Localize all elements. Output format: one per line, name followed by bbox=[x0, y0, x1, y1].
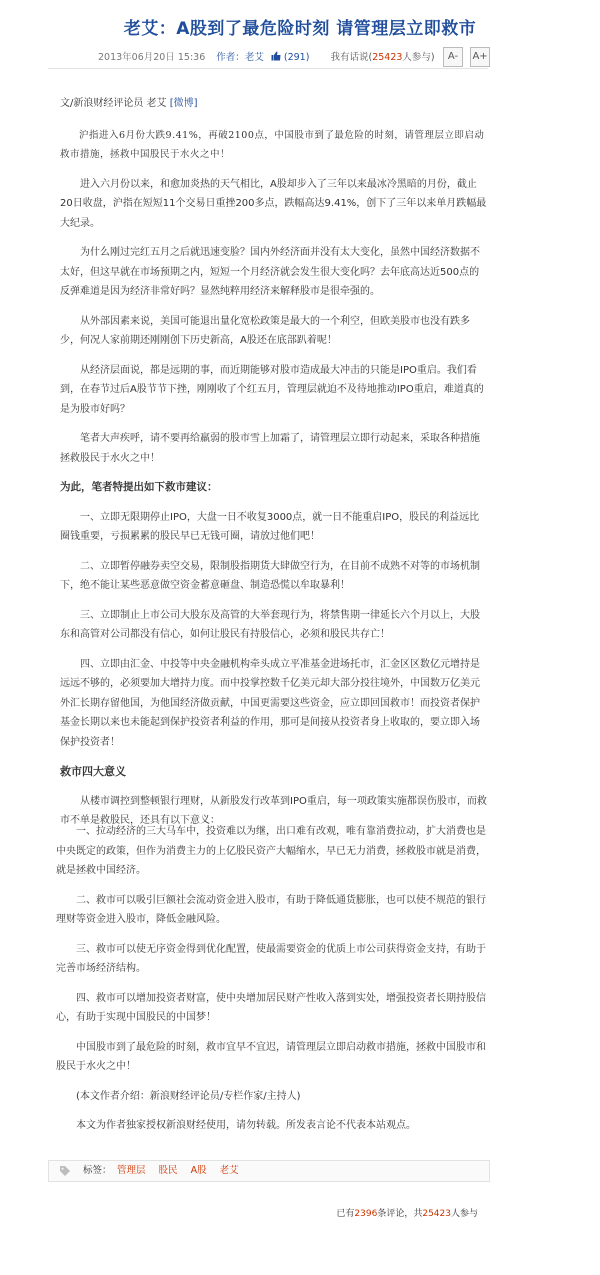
suggestions-heading: 为此，笔者特提出如下救市建议： bbox=[60, 481, 218, 493]
paragraph: 进入六月份以来，和愈加炎热的天气相比，A股却步入了三年以来最冰冷黑暗的月份，截止20日收盘，沪指在短短11个交易日重挫200多点，跌幅高达9.41%，创下了三年以来单月跌幅最大纪录。 bbox=[60, 178, 487, 229]
footer-middle: 条评论，共 bbox=[377, 1209, 423, 1219]
disclaimer: 本文为作者独家授权新浪财经使用，请勿转载。所发表言论不代表本站观点。 bbox=[76, 1120, 416, 1131]
suggestion-item: 二、立即暂停融券卖空交易，限制股指期货大肆做空行为，在目前不成熟不对等的市场机制下，绝不能让某些恶意做空资金蓄意砸盘、制造恐慌以牟取暴利！ bbox=[60, 560, 480, 591]
publish-date: 2013年06月20日 15:36 bbox=[98, 52, 206, 63]
article-meta bbox=[98, 49, 435, 63]
font-smaller-button[interactable]: A- bbox=[443, 47, 463, 67]
author-label: 作者： bbox=[216, 52, 245, 63]
font-size-controls bbox=[441, 44, 490, 67]
tag-bar bbox=[48, 1160, 490, 1182]
author-link[interactable]: 老艾 bbox=[244, 52, 264, 63]
tag-link[interactable]: 管理层 bbox=[117, 1165, 146, 1176]
tag-link[interactable]: 老艾 bbox=[219, 1165, 239, 1176]
suggestion-item: 四、立即由汇金、中投等中央金融机构牵头成立平准基金进场托市，汇金区区数亿元增持是远远不够的，必须要加大增持力度。而中投掌控数千亿美元却大部分投往境外，中国数万亿美元外汇长期存留他国，为他国经济做贡献，中国更需要这些资金，应立即回国救市！而投资者保护基金长期以来也未能起到保护投资者利益的作用，那可是间接从投资者身上收取的，要立即入场保护投资者！ bbox=[60, 658, 480, 748]
meaning-heading: 救市四大意义 bbox=[60, 765, 126, 778]
byline bbox=[60, 94, 488, 114]
paragraph: 从经济层面说，都是远期的事，而近期能够对股市造成最大冲击的只能是IPO重启。我们看到，在春节过后A股节节下挫，刚刚收了个红五月，管理层就迫不及待地推动IPO重启，难道真的是为股市好吗？ bbox=[60, 364, 484, 415]
tag-icon bbox=[59, 1165, 71, 1177]
font-larger-button[interactable]: A+ bbox=[470, 47, 490, 67]
tag-link[interactable]: A股 bbox=[190, 1165, 207, 1176]
meaning-section bbox=[56, 822, 488, 1146]
weibo-link[interactable]: [微博] bbox=[169, 98, 198, 109]
footer-prefix: 已有 bbox=[336, 1209, 355, 1219]
footer-suffix: 人参与 bbox=[450, 1209, 478, 1219]
meaning-intro: 从楼市调控到整顿银行理财，从新股发行改革到IPO重启，每一项政策实施都误伤股市，而救市不单是救股民，还具有以下意义： bbox=[60, 795, 487, 826]
paragraph: 为什么刚过完红五月之后就迅速变脸？国内外经济面并没有太大变化，虽然中国经济数据不太好，但这早就在市场预期之内，短短一个月经济就会发生很大变化吗？去年底高达近500点的反弹难道是因为经济非常好吗？显然纯粹用经济来解释股市是很牵强的。 bbox=[60, 247, 480, 297]
meaning-item: 四、救市可以增加投资者财富，使中央增加居民财产性收入落到实处，增强投资者长期持股信心，有助于实现中国股民的中国梦！ bbox=[56, 992, 486, 1023]
tag-link[interactable]: 股民 bbox=[158, 1165, 178, 1176]
suggestion-item: 一、立即无限期停止IPO，大盘一日不收复3000点，就一日不能重启IPO，股民的利益远比圈钱重要，亏损累累的股民早已无钱可圈，请放过他们吧！ bbox=[60, 511, 480, 542]
paragraph: 从外部因素来说，美国可能退出量化宽松政策是最大的一个利空，但欧美股市也没有跌多少，何况人家前期还刚刚创下历史新高，A股还在底部趴着呢！ bbox=[60, 315, 470, 346]
meaning-item: 一、拉动经济的三大马车中，投资难以为继，出口难有改观，唯有靠消费拉动，扩大消费也是中央既定的政策，但作为消费主力的上亿股民资产大幅缩水，早已无力消费，拯救股市就是消费，就是拯救中国经济。 bbox=[56, 826, 486, 876]
thumb-up-icon[interactable] bbox=[271, 51, 281, 61]
speak-suffix: 人参与) bbox=[402, 52, 435, 63]
comment-count: 2396 bbox=[354, 1209, 378, 1219]
article-title: 老艾：A股到了最危险时刻 请管理层立即救市 bbox=[123, 19, 477, 39]
lead-paragraph: 沪指进入6月份大跌9.41%，再破2100点，中国股市到了最危险的时刻，请管理层立即启动救市措施，拯救中国股民于水火之中！ bbox=[60, 129, 485, 160]
suggestion-item: 三、立即制止上市公司大股东及高管的大举套现行为，将禁售期一律延长六个月以上，大股东和高管对公司都没有信心，如何让股民有持股信心，必须和股民共存亡！ bbox=[60, 609, 480, 640]
author-intro: (本文作者介绍：新浪财经评论员/专栏作家/主持人) bbox=[76, 1090, 301, 1102]
speak-count: 25423 bbox=[372, 52, 403, 63]
speak-label: 我有话说( bbox=[330, 52, 373, 63]
meaning-item: 二、救市可以吸引巨额社会流动资金进入股市，有助于降低通货膨胀，也可以使不规范的银行理财等资金进入股市，降低金融风险。 bbox=[56, 894, 486, 925]
paragraph: 笔者大声疾呼，请不要再给羸弱的股市雪上加霜了，请管理层立即行动起来，采取各种措施拯救股民于水火之中！ bbox=[60, 433, 480, 464]
participant-count: 25423 bbox=[422, 1209, 451, 1219]
author-block bbox=[216, 52, 264, 63]
tag-label: 标签： bbox=[83, 1165, 112, 1176]
byline-text: 文/新浪财经评论员 老艾 bbox=[60, 98, 167, 109]
like-count[interactable]: (291) bbox=[283, 52, 310, 63]
comment-summary[interactable] bbox=[336, 1206, 478, 1219]
comment-link[interactable] bbox=[330, 52, 434, 63]
meaning-item: 三、救市可以使无序资金得到优化配置，使最需要资金的优质上市公司获得资金支持，有助于完善市场经济结构。 bbox=[56, 943, 486, 974]
article-body bbox=[60, 94, 488, 841]
conclusion-paragraph: 中国股市到了最危险的时刻，救市宜早不宜迟，请管理层立即启动救市措施，拯救中国股市和股民于水火之中！ bbox=[56, 1041, 486, 1072]
tag-list bbox=[117, 1161, 249, 1181]
header-divider bbox=[48, 68, 488, 69]
